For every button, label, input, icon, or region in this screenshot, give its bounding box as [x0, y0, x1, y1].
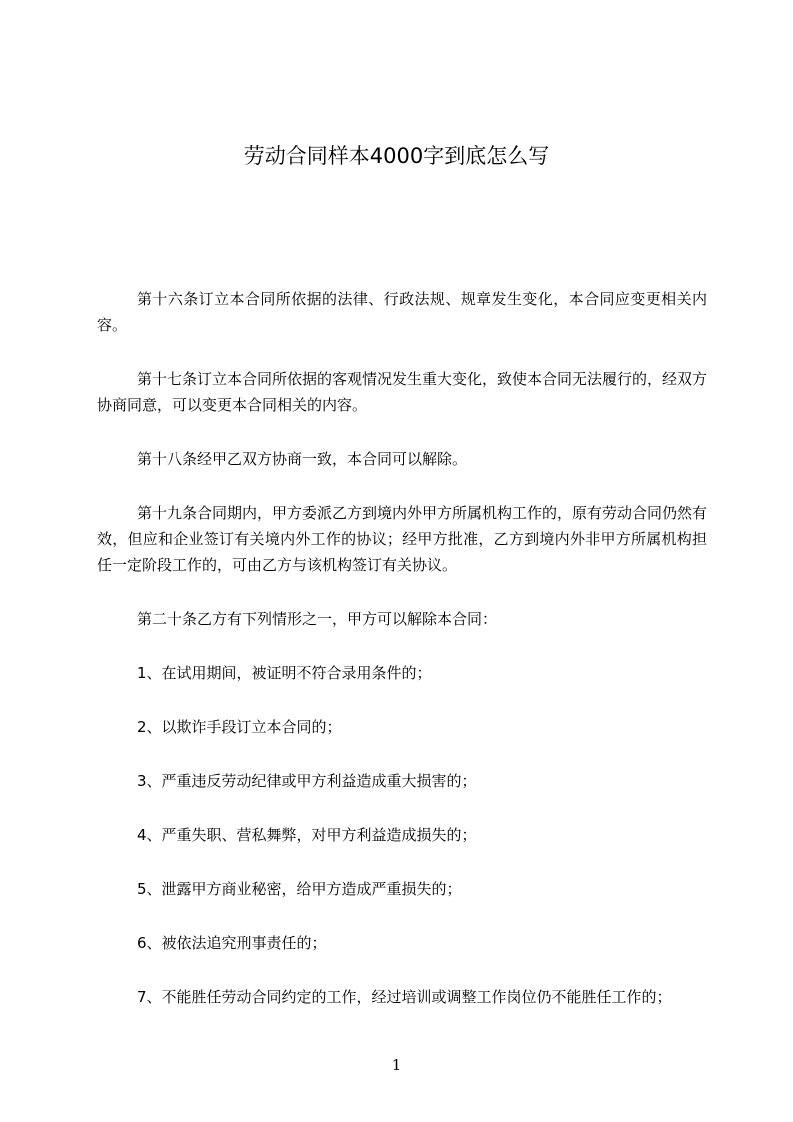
page-number: 1 [391, 1056, 402, 1074]
paragraph-article-17: 第十七条订立本合同所依据的客观情况发生重大变化，致使本合同无法履行的，经双方协商同意，可以变更本合同相关的内容。 [97, 370, 708, 414]
document-body [97, 286, 707, 1038]
list-item-4: 4、严重失职、营私舞弊，对甲方利益造成损失的； [137, 826, 477, 844]
list-item-5: 5、泄露甲方商业秘密，给甲方造成严重损失的； [137, 880, 462, 898]
list-item-2: 2、以欺诈手段订立本合同的； [137, 718, 342, 736]
paragraph-article-18: 第十八条经甲乙双方协商一致，本合同可以解除。 [137, 450, 468, 468]
document-title: 劳动合同样本4000字到底怎么写 [243, 144, 550, 168]
paragraph-article-16: 第十六条订立本合同所依据的法律、行政法规、规章发生变化，本合同应变更相关内容。 [97, 290, 707, 334]
list-item-6: 6、被依法追究刑事责任的； [137, 934, 327, 952]
paragraph-article-19: 第十九条合同期内，甲方委派乙方到境内外甲方所属机构工作的，原有劳动合同仍然有效，但应和企业签订有关境内外工作的协议；经甲方批准，乙方到境内外非甲方所属机构担任一定阶段工作的，可由乙方与该机构签订有关协议。 [97, 504, 708, 574]
list-item-1: 1、在试用期间，被证明不符合录用条件的； [137, 664, 432, 682]
list-item-3: 3、严重违反劳动纪律或甲方利益造成重大损害的； [137, 772, 477, 790]
list-item-7: 7、不能胜任劳动合同约定的工作，经过培训或调整工作岗位仍不能胜任工作的； [137, 988, 672, 1006]
paragraph-article-20: 第二十条乙方有下列情形之一，甲方可以解除本合同： [137, 610, 498, 628]
